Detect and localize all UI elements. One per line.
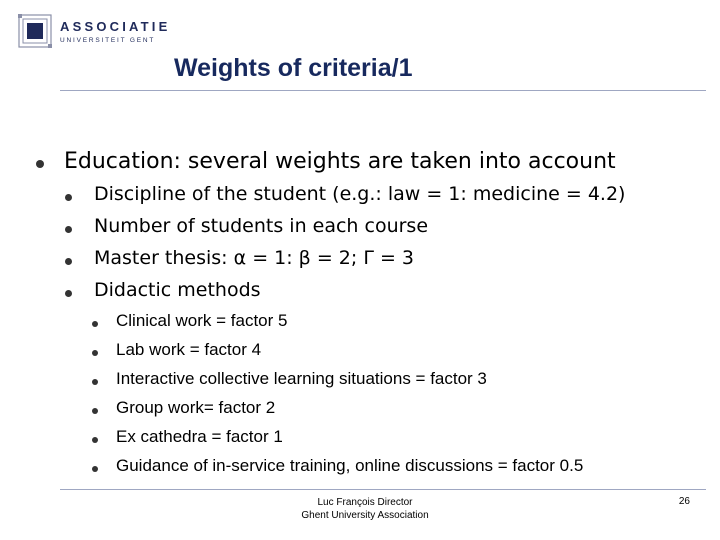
- bullet-icon: [92, 350, 98, 356]
- sub-bullet-text: Number of students in each course: [94, 215, 429, 237]
- bullet-icon: [92, 379, 98, 385]
- method-text: Interactive collective learning situations = factor 3: [116, 369, 487, 388]
- sub-bullet-text: Discipline of the student (e.g.: law = 1: medicine = 4.2): [94, 183, 626, 205]
- bullet-icon: [65, 194, 72, 201]
- slide-title: Weights of criteria/1: [174, 54, 413, 82]
- bullet-icon: [65, 290, 72, 297]
- logo-title: ASSOCIATIE: [60, 19, 171, 34]
- method-text: Ex cathedra = factor 1: [116, 427, 283, 446]
- bullet-icon: [36, 160, 44, 168]
- bullet-icon: [92, 321, 98, 327]
- sub-bullet-text: Master thesis: α = 1: β = 2; Γ = 3: [94, 247, 415, 269]
- sub-bullet-text: Didactic methods: [94, 279, 261, 301]
- logo: [16, 12, 196, 50]
- title-divider: [60, 90, 706, 91]
- bullet-icon: [65, 226, 72, 233]
- bullet-icon: [92, 437, 98, 443]
- footer-org: Ghent University Association: [301, 510, 429, 521]
- method-text: Guidance of in-service training, online discussions = factor 0.5: [116, 456, 584, 475]
- page-number: 26: [678, 496, 690, 507]
- method-text: Clinical work = factor 5: [116, 311, 288, 330]
- footer-divider: [60, 489, 706, 490]
- logo-subtitle: UNIVERSITEIT GENT: [60, 37, 156, 44]
- bullet-icon: [65, 258, 72, 265]
- method-text: Group work= factor 2: [116, 398, 276, 417]
- footer-author: Luc François Director: [317, 497, 413, 508]
- association-logo-icon: [18, 14, 52, 48]
- method-text: Lab work = factor 4: [116, 340, 262, 359]
- main-bullet-text: Education: several weights are taken into account: [64, 149, 616, 174]
- footer-credit: [260, 496, 470, 522]
- bullet-icon: [92, 466, 98, 472]
- bullet-icon: [92, 408, 98, 414]
